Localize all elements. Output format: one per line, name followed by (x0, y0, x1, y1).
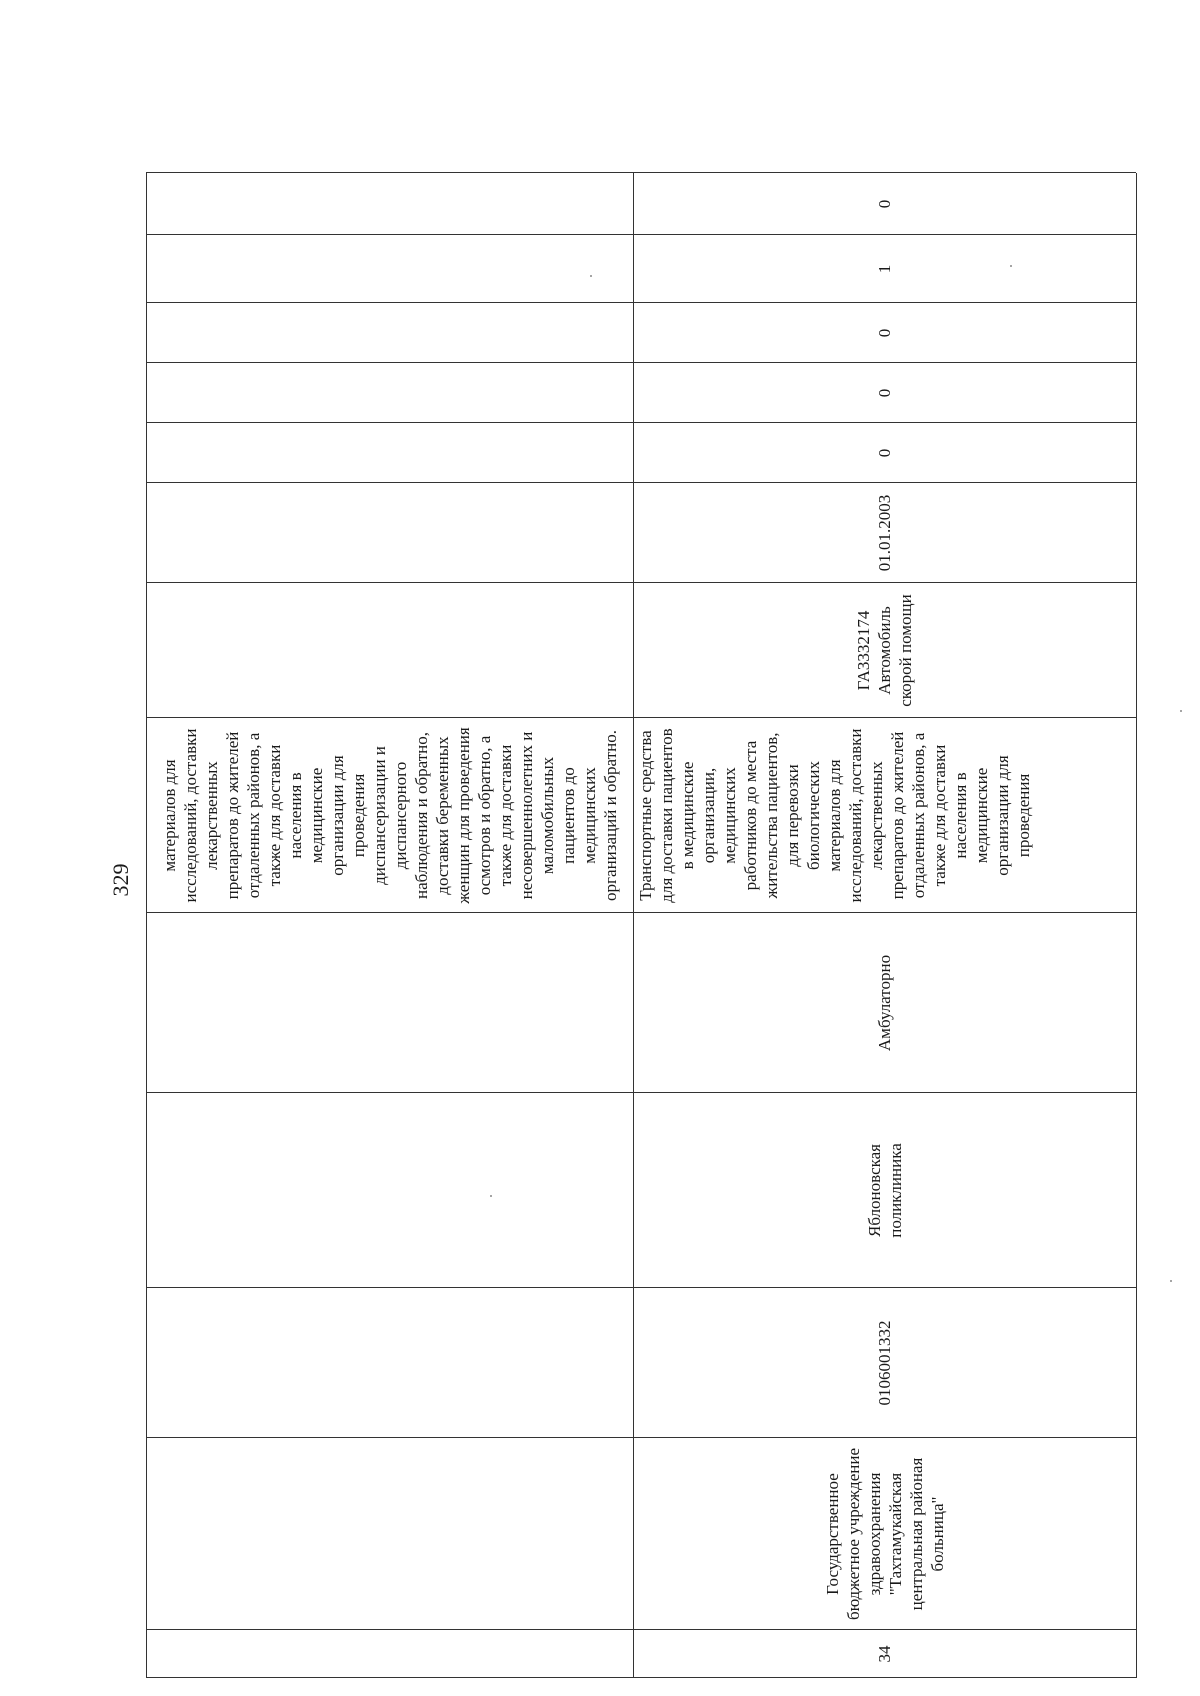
description-text: Транспортные средства для доставки пациентов в медицинские организации, медицинских работников до места жительства пациентов, для перевозки биологических материалов для исследований, доставки лекарственных препаратов до жителей отдаленных районов, а также для доставки населения в медицинские организации для проведения (636, 728, 1033, 903)
care-condition: Амбулаторно (875, 954, 894, 1052)
value-cell (633, 363, 1136, 423)
scan-speck (1170, 1280, 1172, 1282)
value-4: 1 (875, 264, 894, 274)
code-cell (633, 1288, 1136, 1438)
scan-speck (1180, 710, 1182, 712)
value-5: 0 (875, 199, 894, 209)
scan-speck (1010, 265, 1012, 267)
value-cell (633, 235, 1136, 303)
registry-table (146, 173, 1136, 1678)
date-cell (633, 483, 1136, 583)
date-value: 01.01.2003 (875, 494, 894, 572)
organization-code: 0106001332 (875, 1320, 894, 1406)
care-condition-cell (633, 913, 1136, 1093)
value-3: 0 (875, 328, 894, 338)
row-number: 34 (875, 1645, 894, 1663)
scan-speck (490, 1195, 492, 1197)
value-cell (633, 173, 1136, 235)
description-continued-text: материалов для исследований, доставки лекарственных препаратов до жителей отдаленных районов, а также для доставки населения в медицинские организации для проведения диспансеризации и диспансерного наблюдения и обратно, доставки беременных женщин для проведения осмотров и обратно, а также для доставки несовершеннолетних и маломобильных пациентов до медицинских организаций и обратно. (159, 727, 620, 904)
value-1: 0 (875, 448, 894, 458)
vehicle-cell (633, 583, 1136, 718)
scan-speck (590, 275, 592, 277)
row-number-cell (633, 1630, 1136, 1678)
subdivision-cell (633, 1093, 1136, 1288)
value-cell (633, 423, 1136, 483)
description-continued-cell (146, 718, 633, 913)
description-cell (633, 718, 1136, 913)
page-number: 329 (108, 863, 133, 897)
vehicle-name: ГА3332174 Автомобиль скорой помощи (854, 594, 915, 707)
organization-cell (633, 1438, 1136, 1630)
organization-name: Государственное бюджетное учреждение здравоохранения "Тахтамукайская центральная районая больница" (822, 1448, 947, 1621)
value-cell (633, 303, 1136, 363)
subdivision-name: Яблоновская поликлиника (864, 1143, 905, 1238)
value-2: 0 (875, 388, 894, 398)
